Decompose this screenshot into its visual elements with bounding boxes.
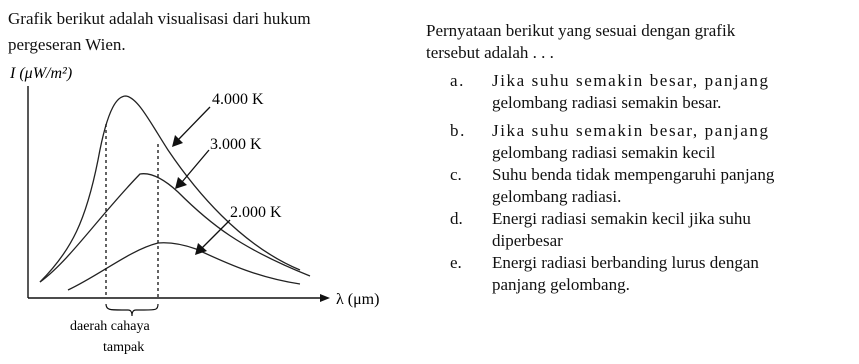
option-letter: b.	[450, 121, 466, 140]
option-line: Energi radiasi berbanding lurus dengan	[492, 253, 759, 272]
option-c[interactable]	[426, 164, 851, 208]
option-letter: c.	[450, 165, 462, 184]
option-line: gelombang radiasi semakin besar.	[492, 93, 722, 112]
option-letter: d.	[450, 209, 463, 228]
intro-line-2: pergeseran Wien.	[8, 35, 126, 54]
option-line: gelombang radiasi.	[492, 187, 622, 206]
option-line: Jika suhu semakin besar, panjang	[492, 71, 770, 90]
option-line: Energi radiasi semakin kecil jika suhu	[492, 209, 751, 228]
option-e[interactable]	[426, 252, 851, 296]
arrow-3000k	[182, 150, 209, 182]
option-letter: e.	[450, 253, 462, 272]
region-label-line-1: daerah cahaya	[70, 319, 150, 334]
option-line: Suhu benda tidak mempengaruhi panjang	[492, 165, 775, 184]
question-line-1: Pernyataan berikut yang sesuai dengan grafik	[426, 21, 736, 40]
label-2000k: 2.000 K	[230, 204, 282, 221]
y-axis-label: I (μW/m²)	[10, 65, 73, 82]
question-text	[426, 20, 851, 64]
option-line: panjang gelombang.	[492, 275, 630, 294]
intro-text	[8, 6, 408, 58]
region-label-line-2: tampak	[103, 340, 145, 355]
option-d[interactable]	[426, 208, 851, 252]
question-panel	[426, 20, 851, 296]
graph-svg	[0, 60, 420, 364]
label-4000k: 4.000 K	[212, 91, 264, 108]
question-line-2: tersebut adalah . . .	[426, 43, 554, 62]
intro-line-1: Grafik berikut adalah visualisasi dari hukum	[8, 9, 311, 28]
wien-graph	[0, 60, 420, 364]
option-line: Jika suhu semakin besar, panjang	[492, 121, 770, 140]
option-line: gelombang radiasi semakin kecil	[492, 143, 716, 162]
x-axis-label: λ (μm)	[336, 291, 380, 308]
option-line: diperbesar	[492, 231, 563, 250]
option-a[interactable]	[426, 70, 851, 114]
label-3000k: 3.000 K	[210, 136, 262, 153]
option-b[interactable]	[426, 120, 851, 164]
curve-3000k	[40, 174, 310, 282]
curve-2000k	[68, 243, 300, 290]
x-axis-arrow	[320, 294, 330, 302]
visible-region-brace	[106, 304, 158, 316]
arrow-4000k	[178, 107, 210, 140]
arrow-2000k	[202, 220, 230, 248]
option-letter: a.	[450, 71, 465, 90]
